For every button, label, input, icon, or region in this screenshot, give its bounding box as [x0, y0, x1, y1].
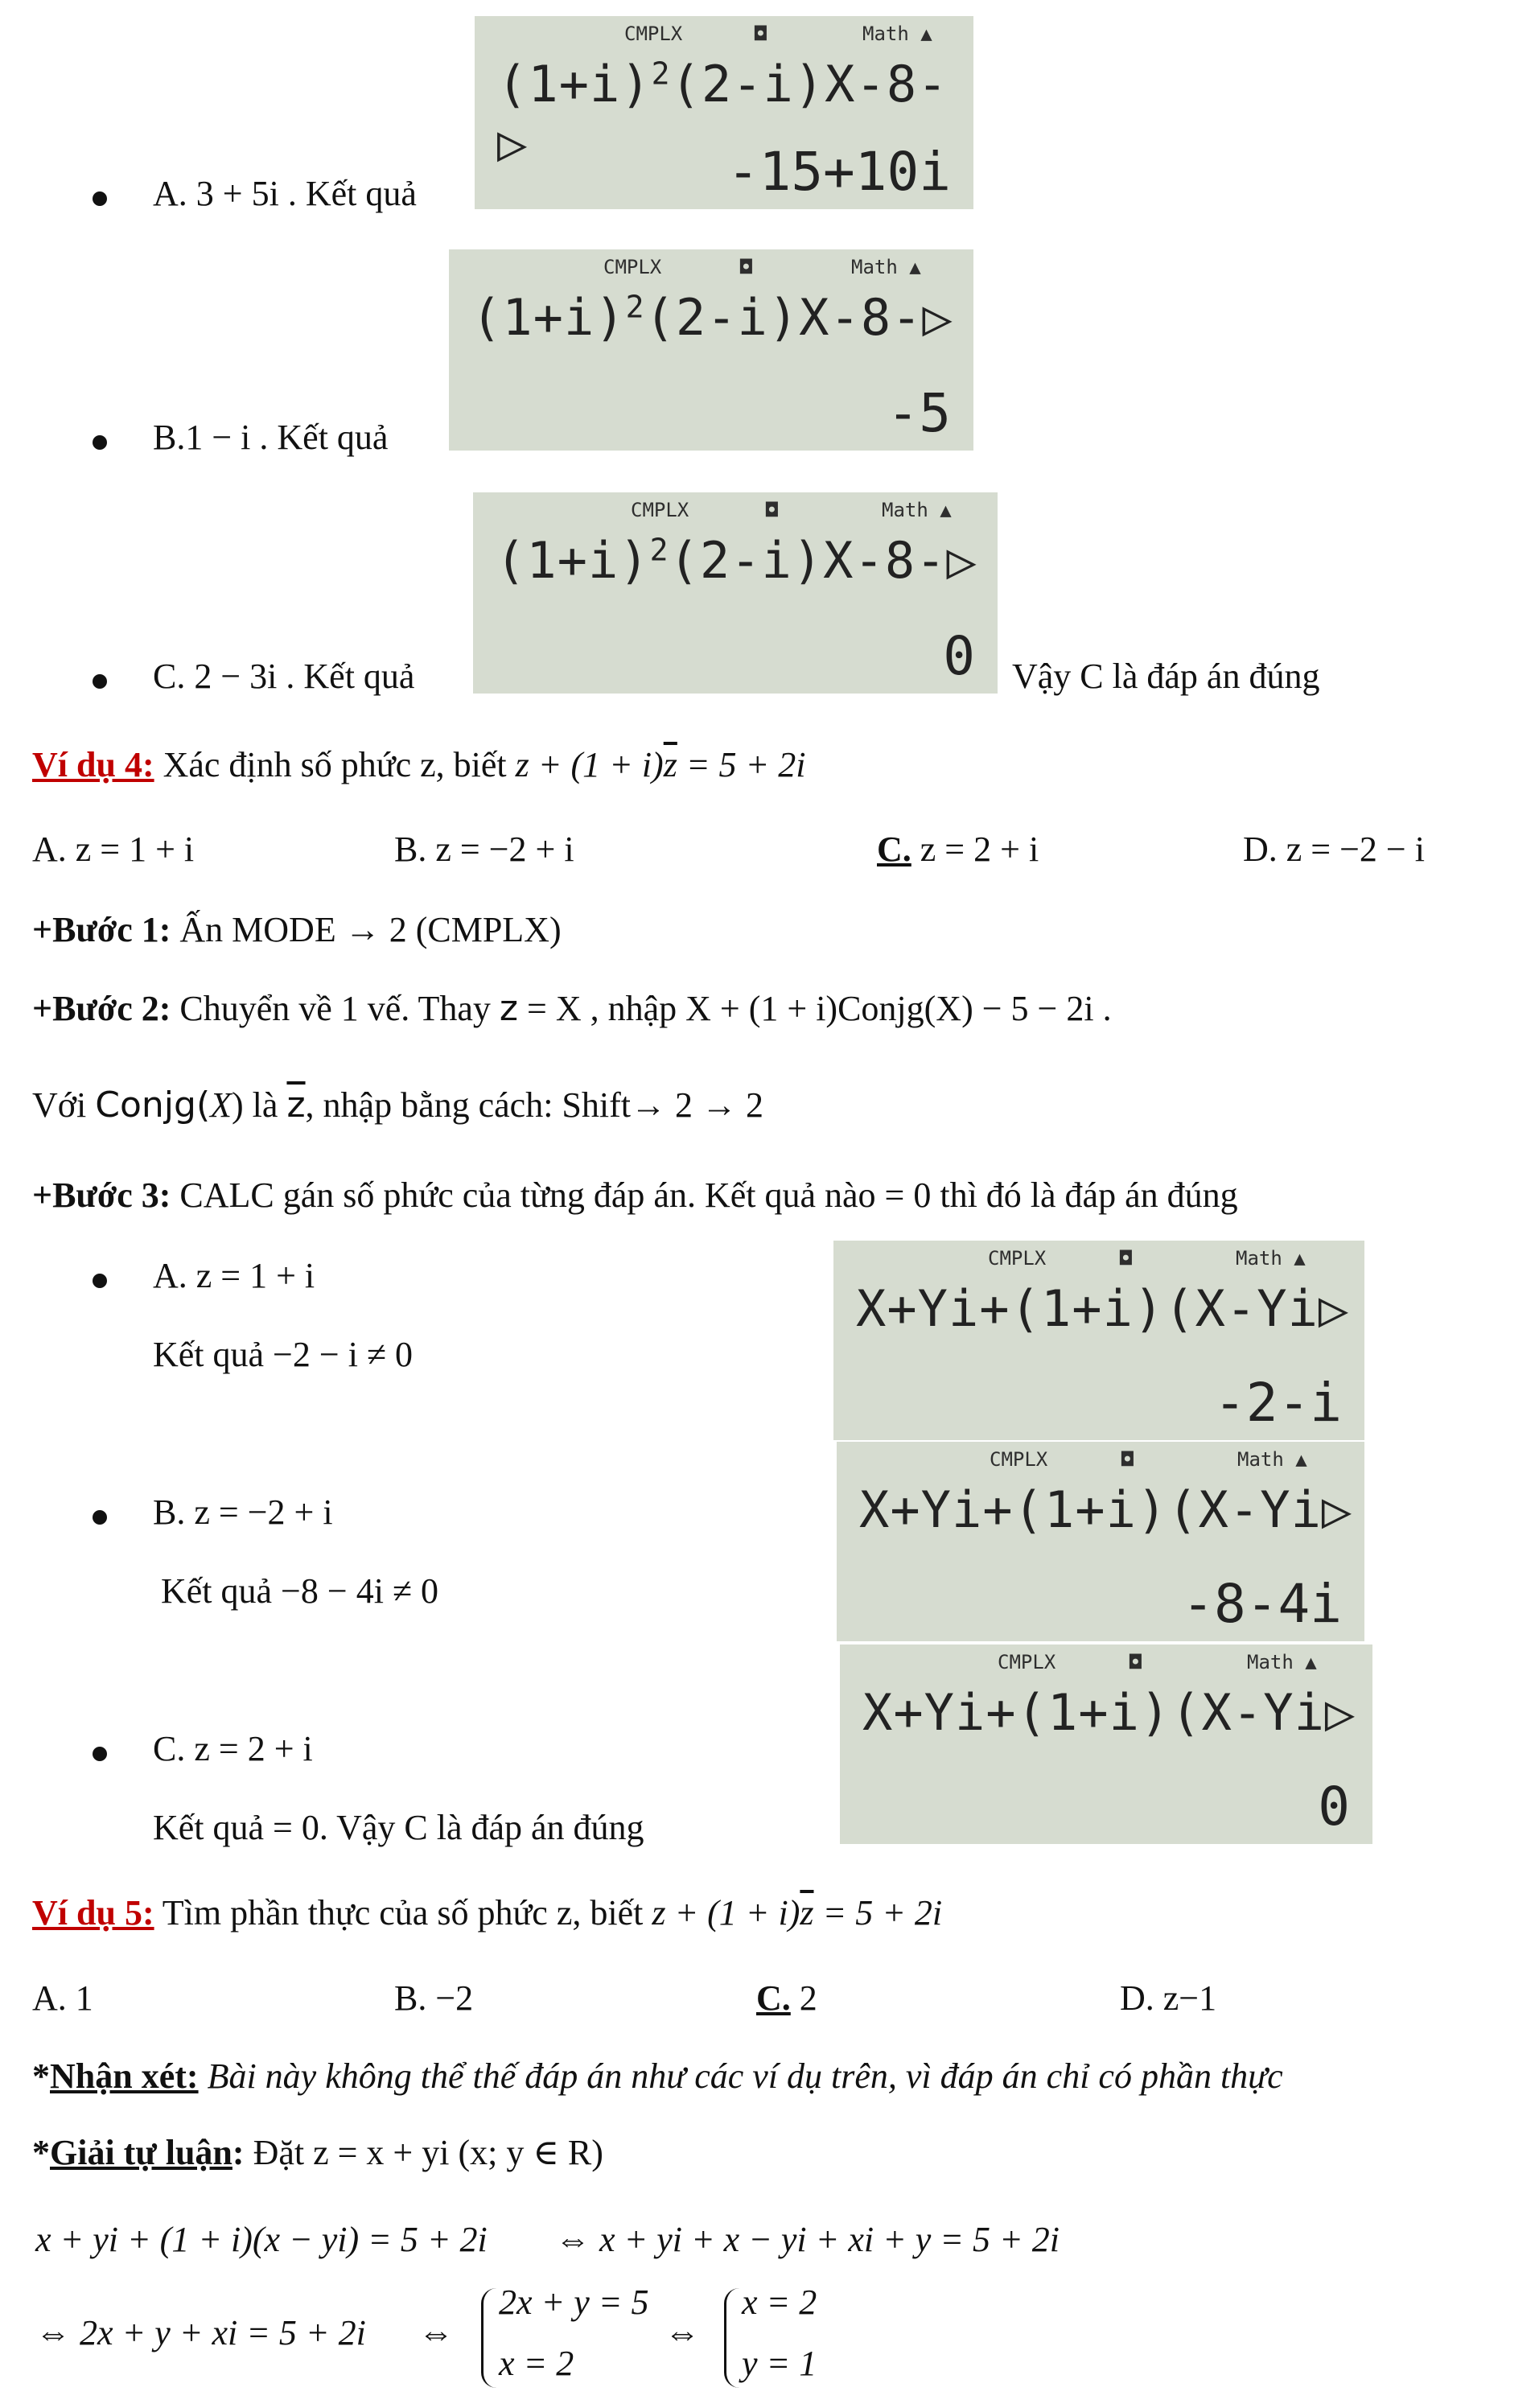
bullet [93, 1510, 107, 1525]
ex4-choice-b: B. z = −2 + i [394, 829, 574, 869]
ex4-step1: +Bước 1: Ấn MODE → 2 (CMPLX) [32, 910, 562, 949]
status-square: ◘ [1120, 1247, 1132, 1270]
ex5-question [32, 1892, 942, 1933]
ex4-equation: $z + (1 + i)\overline{z} = 5 + 2i$ [515, 745, 806, 784]
system2-eq2: y = 1 [742, 2344, 817, 2383]
status-math: Math ▲ [1247, 1651, 1317, 1673]
calc-expression: X+Yi+(1+i)(X-Yi▷ [862, 1683, 1356, 1742]
ex5-line1-left: x + yi + (1 + i)(x − yi) = 5 + 2i [35, 2220, 488, 2259]
top-conclusion: Vậy C là đáp án đúng [1012, 657, 1320, 696]
ex4-with-line: Với Conjg(X) là $\overline{z}$, nhập bằng cách: Shift→ 2 → 2 [32, 1085, 763, 1126]
ex5-solve: *Giải tự luận: Đặt z = x + yi (x; y ∈ R) [32, 2133, 603, 2172]
calc-expression: X+Yi+(1+i)(X-Yi▷ [856, 1279, 1350, 1338]
ex4-choice-c-label: C. [877, 829, 911, 869]
calc-result: 0 [943, 625, 975, 687]
option-c-text: C. 2 − 3i . Kết quả [153, 657, 415, 696]
calc-result: 0 [1318, 1776, 1350, 1838]
status-cmplx: CMPLX [631, 499, 689, 521]
ex4-question-text: Xác định số phức z, biết [154, 745, 516, 784]
option-a-text: A. 3 + 5i . Kết quả [153, 174, 417, 213]
ex4-case-a: A. z = 1 + i [153, 1256, 315, 1295]
calc-result: -2-i [1214, 1372, 1342, 1434]
ex5-note: *Nhận xét: Bài này không thể thế đáp án như các ví dụ trên, vì đáp án chỉ có phần thực [32, 2056, 1283, 2096]
status-math: Math ▲ [851, 256, 921, 278]
system-brace [481, 2288, 496, 2388]
status-math: Math ▲ [882, 499, 952, 521]
ex4-step2: +Bước 2: Chuyển về 1 vế. Thay z = X , nhập X + (1 + i)Conjg(X) − 5 − 2i . [32, 988, 1112, 1029]
ex5-choice-b: B. −2 [394, 1978, 474, 2018]
status-math: Math ▲ [1237, 1448, 1307, 1471]
ex5-equation: $z + (1 + i)\overline{z} = 5 + 2i$ [652, 1893, 943, 1933]
ex4-label: Ví dụ 4: [32, 745, 154, 784]
calc-screen-c [473, 492, 998, 694]
equivalence-arrow: ⇔ [418, 2313, 454, 2352]
ex5-choice-c-label: C. [756, 1978, 791, 2018]
status-square: ◘ [1121, 1448, 1134, 1471]
ex4-case-a-result: Kết quả −2 − i ≠ 0 [153, 1335, 414, 1374]
ex5-choice-c-text: 2 [790, 1978, 817, 2018]
status-cmplx: CMPLX [998, 1651, 1056, 1673]
status-square: ◘ [755, 23, 767, 45]
ex5-line2-left: ⇔ 2x + y + xi = 5 + 2i [35, 2313, 366, 2352]
calc-expression: X+Yi+(1+i)(X-Yi▷ [859, 1480, 1353, 1539]
status-cmplx: CMPLX [988, 1247, 1047, 1270]
ex5-choice-c [756, 1978, 817, 2019]
status-square: ◘ [1130, 1651, 1142, 1673]
ex4-choice-c [877, 829, 1039, 870]
calc-screen-case-c [840, 1644, 1372, 1844]
calc-screen-a [475, 16, 973, 209]
status-math: Math ▲ [862, 23, 932, 45]
ex5-choice-a: A. 1 [32, 1978, 93, 2018]
ex4-choice-a: A. z = 1 + i [32, 829, 195, 869]
option-b-text: B.1 − i . Kết quả [153, 418, 389, 457]
bullet [93, 1274, 107, 1288]
ex5-line1-right: ⇔ x + yi + x − yi + xi + y = 5 + 2i [555, 2220, 1060, 2259]
system2-eq1: x = 2 [742, 2282, 817, 2322]
bullet [93, 674, 107, 689]
status-math: Math ▲ [1236, 1247, 1306, 1270]
ex4-case-b-result: Kết quả −8 − 4i ≠ 0 [161, 1571, 439, 1611]
ex4-step3: +Bước 3: CALC gán số phức của từng đáp án. Kết quả nào = 0 thì đó là đáp án đúng [32, 1175, 1238, 1215]
status-square: ◘ [740, 256, 752, 278]
ex4-case-c: C. z = 2 + i [153, 1729, 313, 1768]
status-cmplx: CMPLX [990, 1448, 1048, 1471]
ex5-label: Ví dụ 5: [32, 1893, 154, 1933]
bullet [93, 191, 107, 206]
ex4-case-c-result: Kết quả = 0. Vậy C là đáp án đúng [153, 1808, 644, 1847]
ex4-case-b: B. z = −2 + i [153, 1492, 333, 1532]
calc-result: -8-4i [1182, 1573, 1342, 1635]
ex4-question [32, 744, 805, 785]
calc-result: -15+10i [726, 141, 951, 203]
calc-screen-case-a [833, 1241, 1364, 1440]
bullet [93, 435, 107, 450]
calc-screen-case-b [837, 1442, 1364, 1641]
system1-eq2: x = 2 [499, 2344, 574, 2383]
ex4-choice-d: D. z = −2 − i [1243, 829, 1425, 869]
calc-expression: $(1+i)^2(2-i)X-8-▷$ [496, 531, 977, 590]
calc-screen-b [449, 249, 973, 451]
ex5-choice-d: D. z−1 [1120, 1978, 1217, 2018]
ex5-question-text: Tìm phần thực của số phức z, biết [154, 1893, 652, 1933]
calc-result: -5 [887, 382, 951, 444]
calc-expression: $(1+i)^2(2-i)X-8-▷$ [471, 288, 953, 347]
status-square: ◘ [766, 499, 778, 521]
bullet [93, 1747, 107, 1761]
status-cmplx: CMPLX [603, 256, 662, 278]
status-cmplx: CMPLX [624, 23, 683, 45]
system-brace [724, 2288, 739, 2388]
calc-expression: $(1+i)^2(2-i)X-8-▷$ [497, 55, 949, 172]
system1-eq1: 2x + y = 5 [499, 2282, 649, 2322]
ex4-choice-c-text: z = 2 + i [911, 829, 1039, 869]
equivalence-arrow: ⇔ [665, 2313, 700, 2352]
